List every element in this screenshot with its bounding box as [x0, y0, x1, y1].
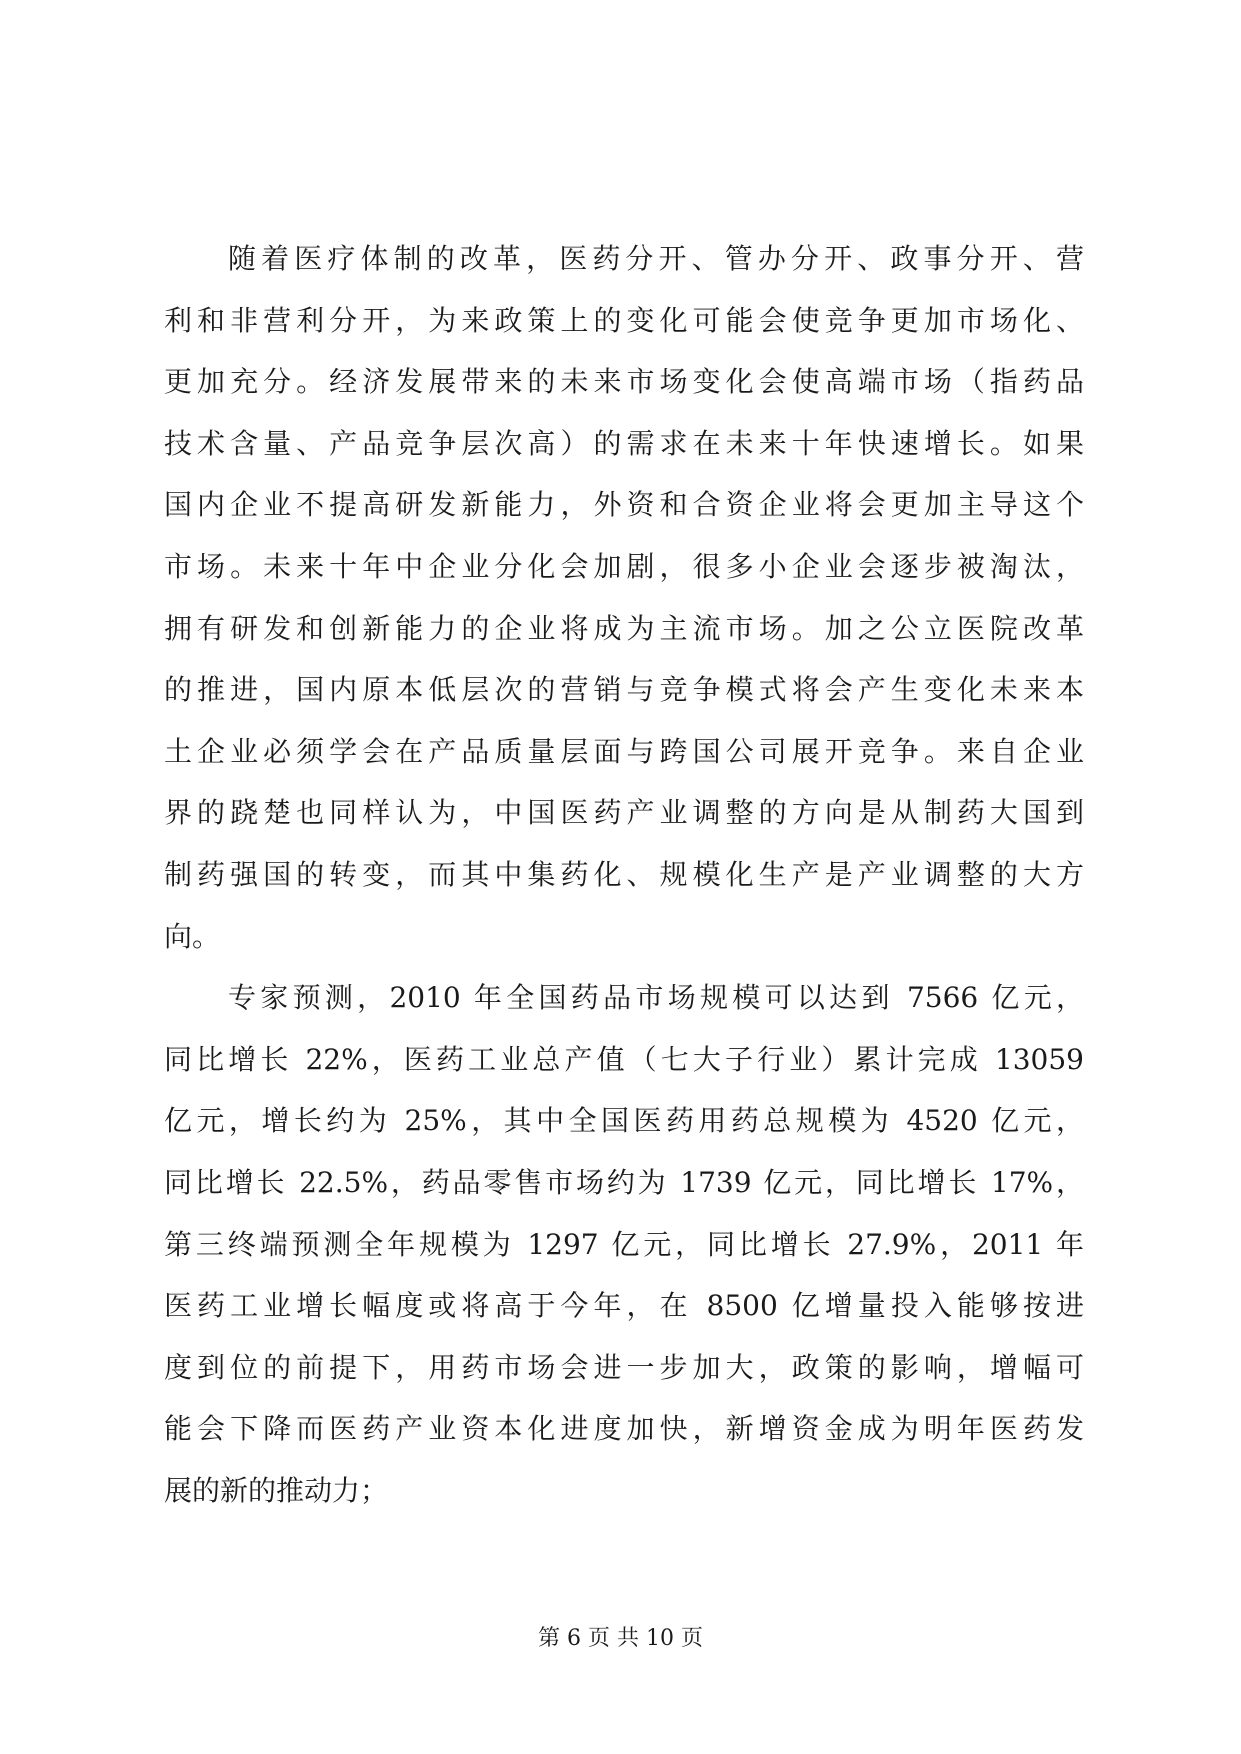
text-line: 拥有研发和创新能力的企业将成为主流市场。加之公立医院改革: [164, 611, 1084, 645]
text-line: 技术含量、产品竞争层次高）的需求在未来十年快速增长。如果: [164, 426, 1084, 460]
text-line: 专家预测，2010 年全国药品市场规模可以达到 7566 亿元，: [228, 981, 1084, 1015]
text-line: 市场。未来十年中企业分化会加剧，很多小企业会逐步被淘汰，: [164, 549, 1084, 583]
text-line: 医药工业增长幅度或将高于今年，在 8500 亿增量投入能够按进: [164, 1289, 1084, 1323]
text-line: 界的跷楚也同样认为，中国医药产业调整的方向是从制药大国到: [164, 796, 1084, 830]
text-line: 向。: [164, 919, 221, 953]
paragraph-1: [164, 228, 1084, 967]
paragraph-2: [164, 967, 1084, 1521]
text-line: 更加充分。经济发展带来的未来市场变化会使高端市场（指药品: [164, 365, 1084, 399]
text-line: 利和非营利分开，为来政策上的变化可能会使竞争更加市场化、: [164, 303, 1084, 337]
text-line: 同比增长 22%，医药工业总产值（七大子行业）累计完成 13059: [164, 1042, 1084, 1076]
text-line: 亿元，增长约为 25%，其中全国医药用药总规模为 4520 亿元，: [164, 1104, 1084, 1138]
text-line: 随着医疗体制的改革，医药分开、管办分开、政事分开、营: [228, 242, 1084, 275]
text-line: 的推进，国内原本低层次的营销与竞争模式将会产生变化未来本: [164, 673, 1084, 707]
text-line: 土企业必须学会在产品质量层面与跨国公司展开竞争。来自企业: [164, 734, 1084, 768]
page-number-footer: 第 6 页 共 10 页: [538, 1626, 703, 1651]
text-line: 能会下降而医药产业资本化进度加快，新增资金成为明年医药发: [164, 1412, 1084, 1446]
text-line: 展的新的推动力；: [164, 1473, 389, 1507]
text-line: 同比增长 22.5%，药品零售市场约为 1739 亿元，同比增长 17%，: [164, 1165, 1084, 1199]
text-line: 制药强国的转变，而其中集药化、规模化生产是产业调整的大方: [164, 857, 1084, 891]
text-line: 度到位的前提下，用药市场会进一步加大，政策的影响，增幅可: [164, 1350, 1084, 1384]
text-line: 国内企业不提高研发新能力，外资和合资企业将会更加主导这个: [164, 488, 1084, 522]
body-text: [164, 228, 1084, 1521]
text-line: 第三终端预测全年规模为 1297 亿元，同比增长 27.9%，2011 年: [164, 1227, 1084, 1261]
